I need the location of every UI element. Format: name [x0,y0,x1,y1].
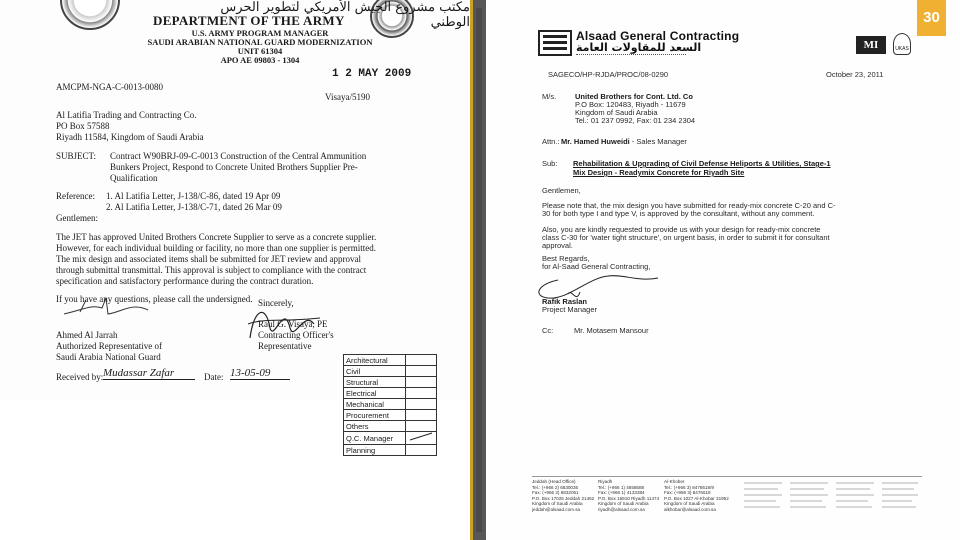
footer-line: Fax: (+966 2) 6832051 [532,490,579,496]
received-date: 13-05-09 [230,368,290,380]
footer-line: Fax: (+966 1) 4133384 [598,490,645,496]
paragraph-line: Also, you are kindly requested to provide us with your design for ready-mix concrete [542,225,821,234]
footer-line: P.O. Box 1027 Al-Khobar 31952 [664,495,729,501]
footer-line: Fax: (+966 3) 8476618 [664,490,711,496]
distribution-box-checked [406,432,437,445]
footer-line: Riyadh [598,479,613,484]
letter-date: October 23, 2011 [826,70,884,79]
distribution-box [406,399,437,410]
footer-line: Tel.: (+966 2) 6830035 [532,484,579,490]
distribution-label: Civil [344,366,406,377]
reference-code: AMCPM-NGA-C-0013-0080 [56,82,164,92]
distribution-box [406,377,437,388]
to-line: Kingdom of Saudi Arabia [575,108,658,117]
cc-label: Cc: [542,326,554,335]
company-subline [576,54,686,56]
signature-left [62,294,152,322]
attn-role: - Sales Manager [629,137,687,146]
attn-label: Attn.: [542,137,560,146]
visaya-ref: Visaya/5190 [325,92,370,102]
subject-label: Sub: [542,159,558,168]
body-line: The mix design and associated items shall be submitted for JET review and approval [56,254,362,264]
distribution-label: Mechanical [344,399,406,410]
signer-right-line: Raul G. Visaya, PE [258,319,328,329]
company-logo-icon [538,30,572,56]
arabic-header: مكتب مشروع الجيش الأمريكي لتطوير الحرس الوطني [220,0,470,30]
footer-line: Tel.: (+966 3) 8476618/9 [664,484,714,490]
page-divider [470,0,486,540]
recipient-line: PO Box 57588 [56,121,110,131]
distribution-label: Structural [344,377,406,388]
footer-line: Kingdom of Saudi Arabia [598,501,649,507]
footer-arabic-columns [742,479,920,511]
footer-line: Jeddah (Head Office) [532,479,576,484]
letter-date: 1 2 MAY 2009 [332,68,412,80]
table-row [344,399,437,410]
subject-label: SUBJECT: [56,151,97,161]
recipient-line: Riyadh 11584, Kingdom of Saudi Arabia [56,132,204,142]
footer-office-alkhobar [664,479,729,513]
received-label: Received by: [56,372,104,382]
distribution-box [406,388,437,399]
distribution-label: Architectural [344,355,406,366]
header-line: APO AE 09803 - 1304 [220,55,300,65]
ukas-logo: UKAS [893,33,911,55]
table-row [344,421,437,432]
body-line: through submittal transmittal. This approval is subject to compliance with the contract [56,265,367,275]
distribution-table [343,354,437,456]
footer-office-riyadh [598,479,659,513]
distribution-label: Others [344,421,406,432]
signer-left-line: Saudi Arabia National Guard [56,352,161,362]
footer-line: Tel.: (+966 1) 4658588 [598,484,645,490]
attn-line [561,137,687,146]
attn-name: Mr. Hamed Huweidi [561,137,630,146]
footer-line: Kingdom of Saudi Arabia [532,501,583,507]
received-date-label: Date: [204,372,224,382]
alsaad-letter [486,0,960,540]
divider-bar [476,8,482,532]
to-line: Tel.: 01 237 0992, Fax: 01 234 2304 [575,116,696,125]
table-row [344,388,437,399]
company-name: Alsaad General Contracting [576,29,740,43]
body-line: specification and satisfactory performance during the contract duration. [56,276,314,286]
signer-right-line: Contracting Officer's [258,330,334,340]
reference-label: Reference: [56,191,95,201]
distribution-label: Procurement [344,410,406,421]
table-row [344,410,437,421]
body-line: However, for each individual building or facility, no more than one supplier is permitted. [56,243,376,253]
page-number-badge: 30 [917,0,946,36]
distribution-box [406,421,437,432]
subject-line: Mix Design - Readymix Concrete for Riyadh Site [573,168,745,177]
letter-ref: SAGECO/HP-RJDA/PROC/08-0290 [548,70,669,79]
header-line: SAUDI ARABIAN NATIONAL GUARD MODERNIZATION [147,37,373,47]
signer-left-line: Authorized Representative of [56,341,162,351]
distribution-box [406,410,437,421]
signer-left-line: Ahmed Al Jarrah [56,330,118,340]
paragraph-line: 30 for both type I and type V, is approved by the consultant, without any comment. [542,209,815,218]
subject-line: Bunkers Project, Respond to Concrete United Brothers Supplier Pre- [110,162,358,172]
closing-line: If you have any questions, please call the undersigned. [56,294,253,304]
table-row [344,445,437,456]
regards-line: for Al-Saad General Contracting, [542,262,651,271]
letter-footer [532,476,922,516]
signer-right-line: Representative [258,341,312,351]
sincerely: Sincerely, [258,298,294,308]
company-name-arabic: السعد للمقاولات العامة [576,41,702,54]
department-title: DEPARTMENT OF THE ARMY [153,13,345,28]
paragraph-line: class C-30 for 'water tight structure', on urgent basis, in order to submit it for consultant [542,233,830,242]
to-line: P.O Box: 120483, Riyadh - 11679 [575,100,686,109]
to-company: United Brothers for Cont. Ltd. Co [575,92,693,101]
distribution-box [406,366,437,377]
salutation: Gentlemen: [56,213,98,223]
table-row [344,366,437,377]
distribution-label: Planning [344,445,406,456]
subject-line: Rehabilitation & Upgrading of Civil Defense Heliports & Utilities, Stage-1 [573,159,831,168]
salutation: Gentlemen, [542,186,581,195]
header-line: UNIT 61304 [237,46,283,56]
signer-title: Project Manager [542,305,598,314]
distribution-label: Electrical [344,388,406,399]
recipient-line: Al Latifia Trading and Contracting Co. [56,110,197,120]
department-of-defense-seal [60,0,120,30]
footer-office-jeddah [532,479,594,513]
reference-item: 2. Al Latifia Letter, J-138/C-71, dated 26 Mar 09 [106,202,282,212]
signer-name: Rafik Raslan [542,297,588,306]
table-row [344,432,437,445]
received-name: Mudassar Zafar [103,368,195,380]
footer-line: jeddah@alsaad.com.sa [532,506,581,512]
body-line: The JET has approved United Brothers Concrete Supplier to serve as a concrete supplier. [56,232,377,242]
cc-name: Mr. Motasem Mansour [574,326,649,335]
reference-item: 1. Al Latifia Letter, J-138/C-86, dated 19 Apr 09 [106,191,281,201]
paragraph-line: approval. [542,241,573,250]
distribution-label: Q.C. Manager [344,432,406,445]
footer-line: riyadh@alsaad.com.sa [598,506,645,512]
footer-line: Al-Khober [664,479,685,484]
table-row [344,377,437,388]
to-label: M/s. [542,92,557,101]
paragraph-line: Please note that, the mix design you have submitted for ready-mix concrete C-20 and C- [542,201,836,210]
table-row [344,355,437,366]
subject-line: Contract W90BRJ-09-C-0013 Construction of the Central Ammunition [110,151,367,161]
footer-line: P.O. Box 17025 Jeddah 21462 [532,495,595,501]
certification-logo: MI [856,36,886,54]
header-line: U.S. ARMY PROGRAM MANAGER [191,28,329,38]
distribution-box [406,355,437,366]
footer-line: alkhobar@alsaad.com.sa [664,506,716,512]
regards-line: Best Regards, [542,254,590,263]
army-letter [0,0,470,455]
footer-line: P.O. Box 16910 Riyadh 11474 [598,495,660,501]
distribution-box [406,445,437,456]
subject-line: Qualification [110,173,158,183]
footer-line: Kingdom of Saudi Arabia [664,501,715,507]
